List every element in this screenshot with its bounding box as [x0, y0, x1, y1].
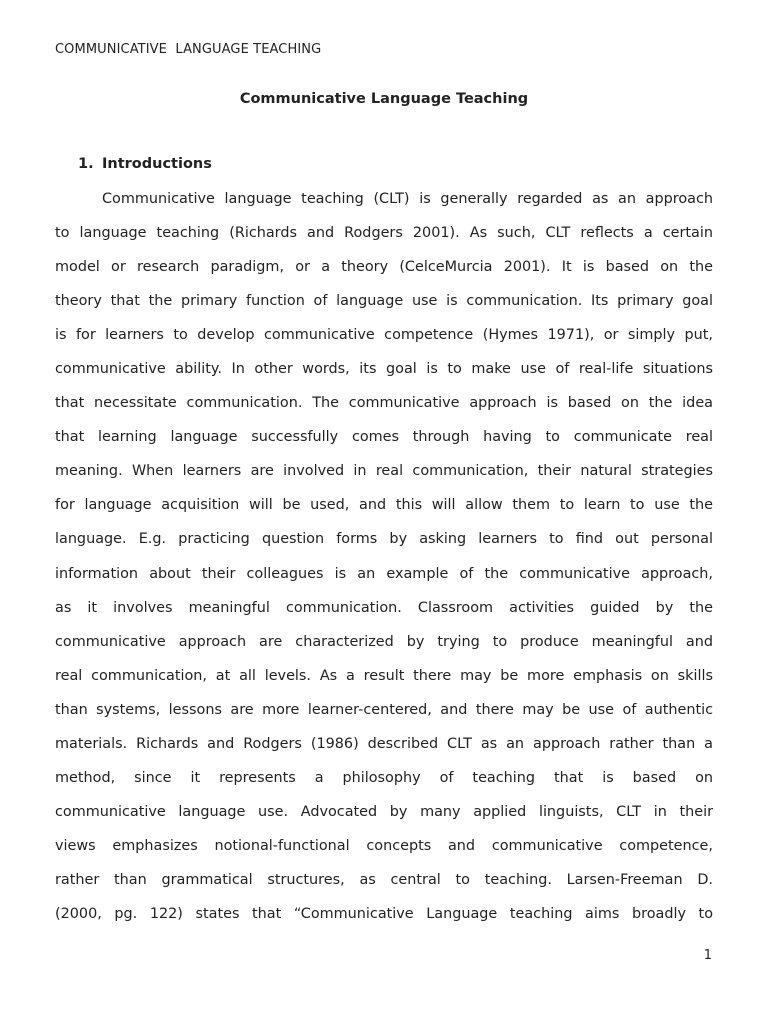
- paragraph-line: communicative ability. In other words, its goal is to make use of real-life situations: [55, 361, 713, 377]
- paragraph-line: meaning. When learners are involved in real communication, their natural strategies: [55, 463, 713, 479]
- paragraph-line: is for learners to develop communicative competence (Hymes 1971), or simply put,: [55, 327, 713, 343]
- paragraph-line: materials. Richards and Rodgers (1986) described CLT as an approach rather than a: [55, 736, 713, 752]
- paragraph-line: real communication, at all levels. As a result there may be more emphasis on skills: [55, 668, 713, 684]
- paragraph-line: model or research paradigm, or a theory (CelceMurcia 2001). It is based on the: [55, 259, 713, 275]
- paragraph-line: communicative language use. Advocated by many applied linguists, CLT in their: [55, 804, 713, 820]
- paragraph-line: Communicative language teaching (CLT) is generally regarded as an approach: [102, 191, 713, 207]
- document-title: Communicative Language Teaching: [239, 91, 529, 107]
- paragraph-line: that necessitate communication. The communicative approach is based on the idea: [55, 395, 713, 411]
- paragraph-line: for language acquisition will be used, and this will allow them to learn to use the: [55, 497, 713, 513]
- paragraph-line: language. E.g. practicing question forms by asking learners to find out personal: [55, 531, 713, 547]
- paragraph-line: rather than grammatical structures, as central to teaching. Larsen-Freeman D.: [55, 872, 713, 888]
- section-title: Introductions: [102, 156, 212, 172]
- paragraph-line: communicative approach are characterized by trying to produce meaningful and: [55, 634, 713, 650]
- paragraph-line: that learning language successfully comes through having to communicate real: [55, 429, 713, 445]
- paragraph-line: method, since it represents a philosophy of teaching that is based on: [55, 770, 713, 786]
- paragraph-line: than systems, lessons are more learner-centered, and there may be use of authentic: [55, 702, 713, 718]
- paragraph-line: to language teaching (Richards and Rodgers 2001). As such, CLT reflects a certain: [55, 225, 713, 241]
- paragraph-line: information about their colleagues is an example of the communicative approach,: [55, 566, 713, 582]
- paragraph-line: as it involves meaningful communication. Classroom activities guided by the: [55, 600, 713, 616]
- paragraph-line: (2000, pg. 122) states that “Communicative Language teaching aims broadly to: [55, 906, 713, 922]
- paragraph-line: views emphasizes notional-functional concepts and communicative competence,: [55, 838, 713, 854]
- section-heading: [78, 156, 212, 172]
- paragraph-line: theory that the primary function of language use is communication. Its primary goal: [55, 293, 713, 309]
- page-number: 1: [703, 948, 712, 963]
- running-header: COMMUNICATIVE LANGUAGE TEACHING: [55, 42, 322, 57]
- section-number: 1.: [78, 156, 94, 172]
